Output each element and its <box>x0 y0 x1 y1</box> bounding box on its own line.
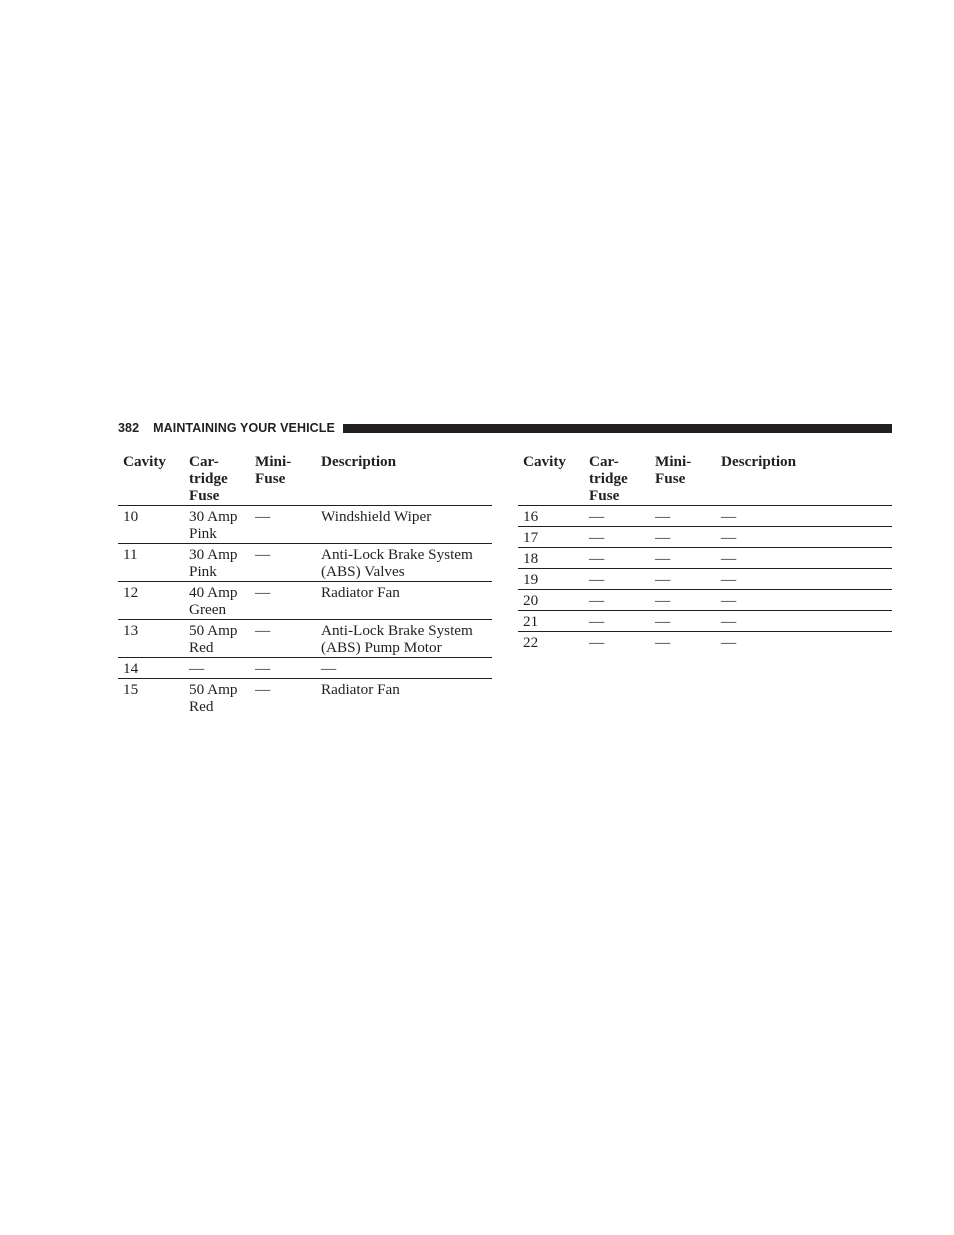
table-row <box>518 611 892 632</box>
cell-cavity: 20 <box>518 590 584 611</box>
cell-cartridge: — <box>184 658 250 679</box>
cell-cavity: 13 <box>118 620 184 658</box>
cell-cavity: 15 <box>118 679 184 717</box>
cell-cartridge: — <box>584 548 650 569</box>
cell-description: Radiator Fan <box>316 582 492 620</box>
cell-mini: — <box>250 658 316 679</box>
table-row <box>518 548 892 569</box>
table-row <box>518 590 892 611</box>
column-header-cavity: Cavity <box>523 453 567 470</box>
cell-mini: — <box>650 611 716 632</box>
table-row <box>518 569 892 590</box>
cell-cartridge: 50 Amp Red <box>184 679 250 717</box>
table-row <box>518 632 892 653</box>
cell-description: Radiator Fan <box>316 679 492 717</box>
cell-cavity: 18 <box>518 548 584 569</box>
cell-description: — <box>716 527 892 548</box>
cell-cavity: 19 <box>518 569 584 590</box>
cell-cartridge: 30 Amp Pink <box>184 544 250 582</box>
table-header-row <box>118 452 492 506</box>
cell-cartridge: 30 Amp Pink <box>184 506 250 544</box>
cell-cavity: 12 <box>118 582 184 620</box>
table-row <box>118 620 492 658</box>
column-header-cartridge-fuse: Car- tridge Fuse <box>589 453 628 504</box>
column-header-description: Description <box>321 453 397 470</box>
column-header-description: Description <box>721 453 797 470</box>
cell-description: — <box>716 569 892 590</box>
cell-cavity: 11 <box>118 544 184 582</box>
cell-description: — <box>716 632 892 653</box>
cell-cartridge: — <box>584 569 650 590</box>
cell-mini: — <box>650 527 716 548</box>
cell-mini: — <box>250 544 316 582</box>
fuse-table-left <box>118 452 492 716</box>
cell-cavity: 10 <box>118 506 184 544</box>
section-title: MAINTAINING YOUR VEHICLE <box>153 421 335 435</box>
page-header <box>118 420 892 436</box>
page-number: 382 <box>118 421 140 435</box>
cell-mini: — <box>650 569 716 590</box>
column-header-cartridge-fuse: Car- tridge Fuse <box>189 453 228 504</box>
cell-mini: — <box>250 506 316 544</box>
cell-description: — <box>316 658 492 679</box>
cell-mini: — <box>250 620 316 658</box>
cell-cartridge: — <box>584 527 650 548</box>
cell-description: Windshield Wiper <box>316 506 492 544</box>
cell-description: — <box>716 611 892 632</box>
column-header-mini-fuse: Mini- Fuse <box>255 453 292 487</box>
cell-cartridge: — <box>584 632 650 653</box>
table-row <box>118 544 492 582</box>
table-header-row <box>518 452 892 506</box>
cell-cavity: 21 <box>518 611 584 632</box>
cell-description: — <box>716 506 892 527</box>
cell-cartridge: — <box>584 506 650 527</box>
table-row <box>118 506 492 544</box>
cell-cavity: 14 <box>118 658 184 679</box>
table-row <box>518 527 892 548</box>
header-rule <box>343 424 892 433</box>
cell-cavity: 16 <box>518 506 584 527</box>
column-header-cavity: Cavity <box>123 453 167 470</box>
table-row <box>518 506 892 527</box>
fuse-table-right <box>518 452 892 652</box>
cell-cartridge: — <box>584 611 650 632</box>
table-row <box>118 658 492 679</box>
table-row <box>118 582 492 620</box>
cell-mini: — <box>650 632 716 653</box>
table-row <box>118 679 492 717</box>
cell-cavity: 17 <box>518 527 584 548</box>
cell-mini: — <box>650 548 716 569</box>
cell-cavity: 22 <box>518 632 584 653</box>
cell-description: — <box>716 548 892 569</box>
cell-mini: — <box>250 679 316 717</box>
column-header-mini-fuse: Mini- Fuse <box>655 453 692 487</box>
cell-cartridge: 50 Amp Red <box>184 620 250 658</box>
cell-cartridge: 40 Amp Green <box>184 582 250 620</box>
cell-mini: — <box>250 582 316 620</box>
cell-description: Anti-Lock Brake System (ABS) Valves <box>316 544 492 582</box>
cell-mini: — <box>650 590 716 611</box>
cell-description: — <box>716 590 892 611</box>
cell-mini: — <box>650 506 716 527</box>
cell-cartridge: — <box>584 590 650 611</box>
cell-description: Anti-Lock Brake System (ABS) Pump Motor <box>316 620 492 658</box>
